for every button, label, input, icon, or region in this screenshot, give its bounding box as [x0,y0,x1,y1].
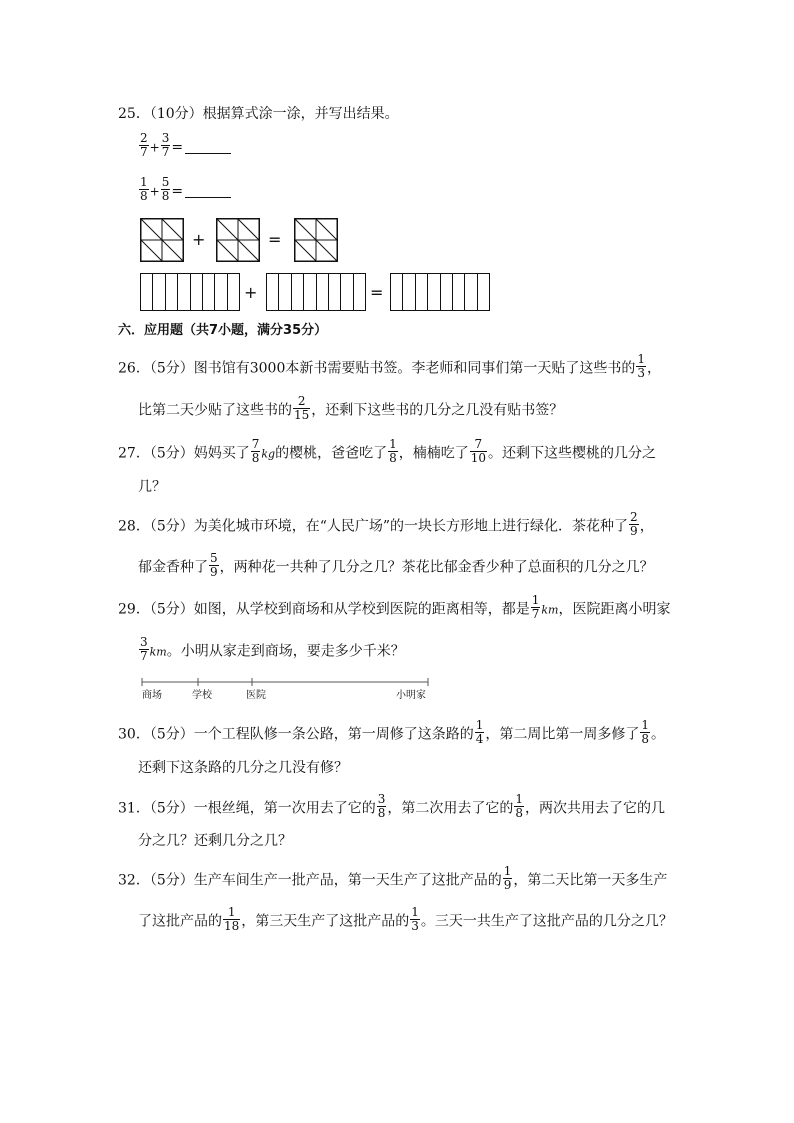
label-mall: 商场 [142,690,162,701]
fraction: $\frac{2}{15}$ [294,394,310,422]
fraction: $\frac{1}{18}$ [224,905,240,933]
rect-grid-3[interactable] [390,273,490,311]
square-grid-1[interactable] [140,218,184,262]
square-grid-3[interactable] [294,218,338,262]
answer-blank[interactable] [185,185,231,198]
square-grid-2[interactable] [216,218,260,262]
q31-line-1: 31．（5分）一根丝绳，第一次用去了它的 $\frac{3}{8}$ ，第二次用去了它的 $\frac{1}{8}$ ，两次共用去了它的几 [118,792,666,820]
rect-grid-2[interactable] [266,273,366,311]
fraction: $\frac{1}{4}$ [475,718,484,746]
equals-sign: = [370,283,384,302]
q26-line-1: 26．（5分）图书馆有3000本新书需要贴书签。李老师和同事们第一天贴了这些书的 $\frac{1}{3}$ ， [118,352,661,380]
fraction: $\frac{3}{7}$ [161,131,170,159]
q25-heading: 25．（10分）根据算式涂一涂，并写出结果。 [118,106,399,122]
distance-line [140,678,430,688]
plus-sign: + [244,283,258,302]
q25-equation-2: $\frac{1}{8}$ + $\frac{5}{8}$ = [138,178,231,205]
fraction: $\frac{1}{8}$ [641,718,650,746]
q25-equation-1: $\frac{2}{7}$ + $\frac{3}{7}$ = [138,134,231,161]
fraction: $\frac{1}{7}$ [531,593,540,621]
q32-line-1: 32．（5分）生产车间生产一批产品，第一天生产了这批产品的 $\frac{1}{9}$ ，第二天比第一天多生产 [118,864,668,892]
fraction: $\frac{1}{8}$ [389,437,397,465]
fraction: $\frac{7}{10}$ [470,437,487,465]
q28-line-1: 28．（5分）为美化城市环境，在“人民广场”的一块长方形地上进行绿化．茶花种了 $\frac{2}{9}$ ， [118,510,654,538]
fraction: $\frac{2}{9}$ [630,510,638,538]
q29-line-2: $\frac{3}{7}$ km。小明从家走到商场，要走多少千米？ [140,635,405,663]
equals-sign: = [268,230,282,249]
q27-line-2: 几？ [138,479,166,495]
label-hospital: 医院 [246,690,266,701]
fraction: $\frac{5}{9}$ [210,551,218,579]
q26-line-2: 比第二天少贴了这些书的 $\frac{2}{15}$ ，还剩下这些书的几分之几没有贴书签？ [138,394,564,422]
label-xiaoming-home: 小明家 [396,690,426,701]
q27-line-1: 27．（5分）妈妈买了 $\frac{7}{8}$ kg的樱桃，爸爸吃了 $\frac{1}{8}$ ，楠楠吃了 $\frac{7}{10}$ 。还剩下这些樱桃的几分之 [118,437,657,465]
q28-line-2: 郁金香种了 $\frac{5}{9}$ ，两种花一共种了几分之几？茶花比郁金香少种了总面积的几分之几？ [138,551,654,579]
fraction: $\frac{1}{8}$ [140,175,148,203]
fraction: $\frac{2}{7}$ [140,131,148,159]
q29-line-1: 29．（5分）如图，从学校到商场和从学校到医院的距离相等，都是 $\frac{1}{7}$ km，医院距离小明家 [118,593,671,621]
rect-grid-1[interactable] [140,273,240,311]
fraction: $\frac{3}{7}$ [140,635,148,663]
answer-blank[interactable] [185,141,231,154]
fraction: $\frac{1}{9}$ [503,864,512,892]
fraction: $\frac{3}{8}$ [377,792,386,820]
fraction: $\frac{7}{8}$ [251,437,260,465]
q30-line-2: 还剩下这条路的几分之几没有修？ [138,760,348,776]
fraction: $\frac{1}{3}$ [637,352,645,380]
q30-line-1: 30．（5分）一个工程队修一条公路，第一周修了这条路的 $\frac{1}{4}$ ，第二周比第一周多修了 $\frac{1}{8}$ 。 [118,718,666,746]
label-school: 学校 [192,690,212,701]
plus-sign: + [192,230,206,249]
fraction: $\frac{5}{8}$ [161,175,170,203]
fraction: $\frac{1}{3}$ [411,905,419,933]
section-heading: 六．应用题（共7小题，满分35分） [118,323,328,338]
fraction: $\frac{1}{8}$ [515,792,524,820]
q31-line-2: 分之几？还剩几分之几？ [138,833,292,849]
q32-line-2: 了这批产品的 $\frac{1}{18}$ ，第三天生产了这批产品的 $\frac{1}{3}$ 。三天一共生产了这批产品的几分之几？ [138,905,673,933]
